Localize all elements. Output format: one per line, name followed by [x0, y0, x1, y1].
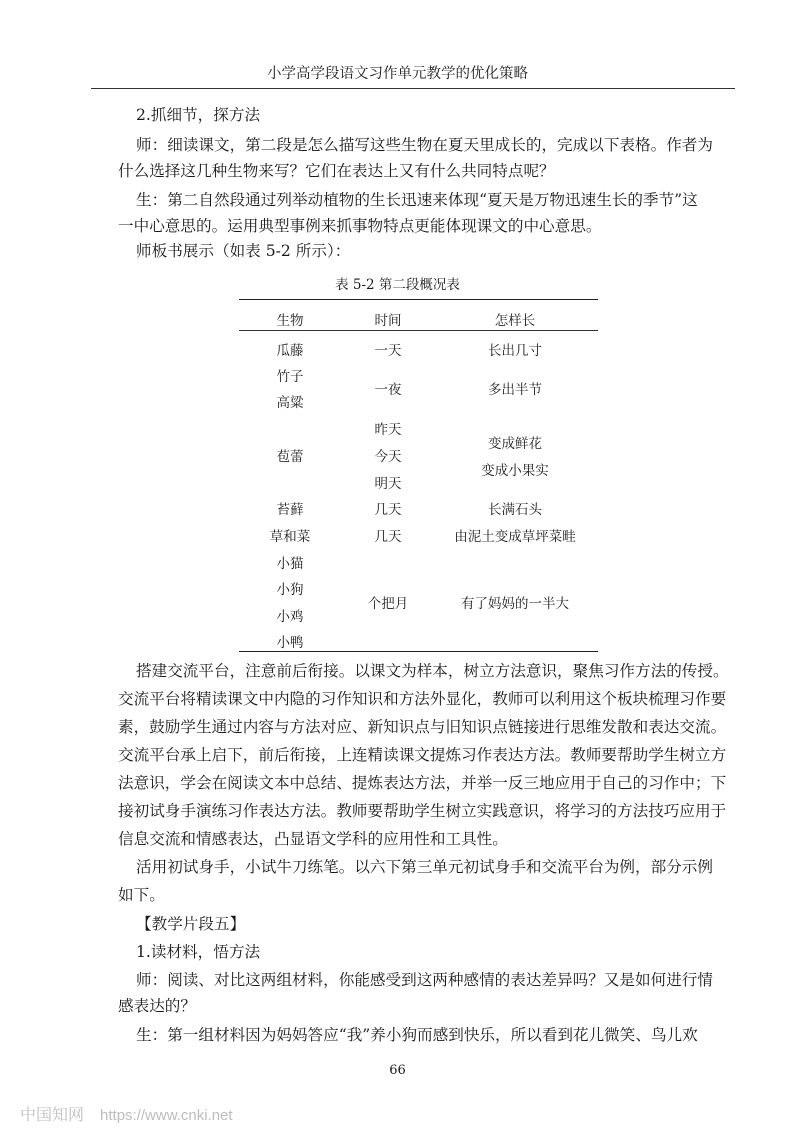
text-line: 师板书展示（如表 5-2 所示）： — [136, 242, 351, 260]
table-cell: 变成小果实 — [481, 463, 549, 479]
column-header: 生物 — [276, 313, 304, 329]
table-cell: 小狗 — [276, 582, 304, 598]
text-line: 法意识，学会在阅读文本中总结、提炼表达方法，并举一反三地应用于自己的习作中；下 — [118, 774, 727, 792]
table-cell: 个把月 — [367, 596, 409, 612]
text-line: 感表达的？ — [118, 997, 196, 1015]
table-top-rule — [239, 299, 598, 300]
text-line: 素，鼓励学生通过内容与方法对应、新知识点与旧知识点链接进行思维发散和表达交流。 — [118, 718, 727, 736]
header-rule — [91, 88, 735, 89]
table-cell: 有了妈妈的一半大 — [461, 596, 569, 612]
text-line: 接初试身手演练习作表达方法。教师要帮助学生树立实践意识，将学习的方法技巧应用于 — [118, 802, 727, 820]
table-cell: 瓜藤 — [276, 343, 304, 359]
text-line: 交流平台承上启下，前后衔接，上连精读课文提炼习作表达方法。教师要帮助学生树立方 — [118, 746, 727, 764]
section-heading: 1.读材料，悟方法 — [136, 943, 261, 961]
table-cell: 竹子 — [276, 369, 304, 385]
table-header-rule — [239, 330, 598, 331]
watermark-url: https://www.cnki.net — [100, 1107, 233, 1124]
table-cell: 草和菜 — [269, 529, 311, 545]
text-line: 活用初试身手，小试牛刀练笔。以六下第三单元初试身手和交流平台为例，部分示例 — [136, 858, 713, 876]
text-line: 如下。 — [118, 886, 165, 904]
table-cell: 长出几寸 — [488, 343, 542, 359]
text-line: 一中心意思的。运用典型事例来抓事物特点更能体现课文的中心意思。 — [118, 217, 602, 235]
text-line: 师：细读课文，第二段是怎么描写这些生物在夏天里成长的，完成以下表格。作者为 — [136, 136, 713, 154]
table-cell: 今天 — [374, 449, 402, 465]
watermark-brand: 中国知网 — [20, 1107, 85, 1124]
column-header: 怎样长 — [494, 313, 536, 329]
text-line: 搭建交流平台，注意前后衔接。以课文为样本，树立方法意识，聚焦习作方法的传授。 — [136, 662, 729, 680]
column-header: 时间 — [374, 313, 402, 329]
table-cell: 一天 — [374, 343, 402, 359]
text-line: 交流平台将精读课文中内隐的习作知识和方法外显化，教师可以利用这个板块梳理习作要 — [118, 690, 727, 708]
table-cell: 小鸡 — [276, 609, 304, 625]
table-cell: 高粱 — [276, 395, 304, 411]
table-bottom-rule — [239, 651, 598, 652]
table-cell: 昨天 — [374, 422, 402, 438]
table-cell: 苔藓 — [276, 502, 304, 518]
table-cell: 多出半节 — [488, 382, 542, 398]
section-heading: 2.抓细节，探方法 — [136, 106, 261, 124]
section-heading: 【教学片段五】 — [136, 915, 246, 933]
text-line: 师：阅读、对比这两组材料，你能感受到这两种感情的表达差异吗？又是如何进行情 — [136, 971, 713, 989]
table-caption: 表 5-2 第二段概况表 — [335, 277, 460, 293]
table-cell: 小猫 — [276, 556, 304, 572]
table-cell: 明天 — [374, 476, 402, 492]
table-cell: 苞蕾 — [276, 449, 304, 465]
running-header: 小学高学段语文习作单元教学的优化策略 — [267, 66, 528, 82]
table-cell: 一夜 — [374, 382, 402, 398]
text-line: 生：第二自然段通过列举动植物的生长迅速来体现“夏天是万物迅速生长的季节”这 — [136, 191, 698, 209]
text-line: 什么选择这几种生物来写？它们在表达上又有什么共同特点呢？ — [118, 162, 555, 180]
text-line: 生：第一组材料因为妈妈答应“我”养小狗而感到快乐，所以看到花儿微笑、鸟儿欢 — [136, 1026, 698, 1044]
table-cell: 几天 — [374, 529, 402, 545]
watermark — [20, 1102, 233, 1125]
page-number: 66 — [389, 1063, 406, 1078]
table-cell: 变成鲜花 — [488, 436, 542, 452]
table-cell: 由泥土变成草坪菜畦 — [454, 529, 576, 545]
table-cell: 小鸭 — [276, 635, 304, 651]
table-cell: 长满石头 — [488, 502, 542, 518]
text-line: 信息交流和情感表达，凸显语文学科的应用性和工具性。 — [118, 830, 508, 848]
table-cell: 几天 — [374, 502, 402, 518]
